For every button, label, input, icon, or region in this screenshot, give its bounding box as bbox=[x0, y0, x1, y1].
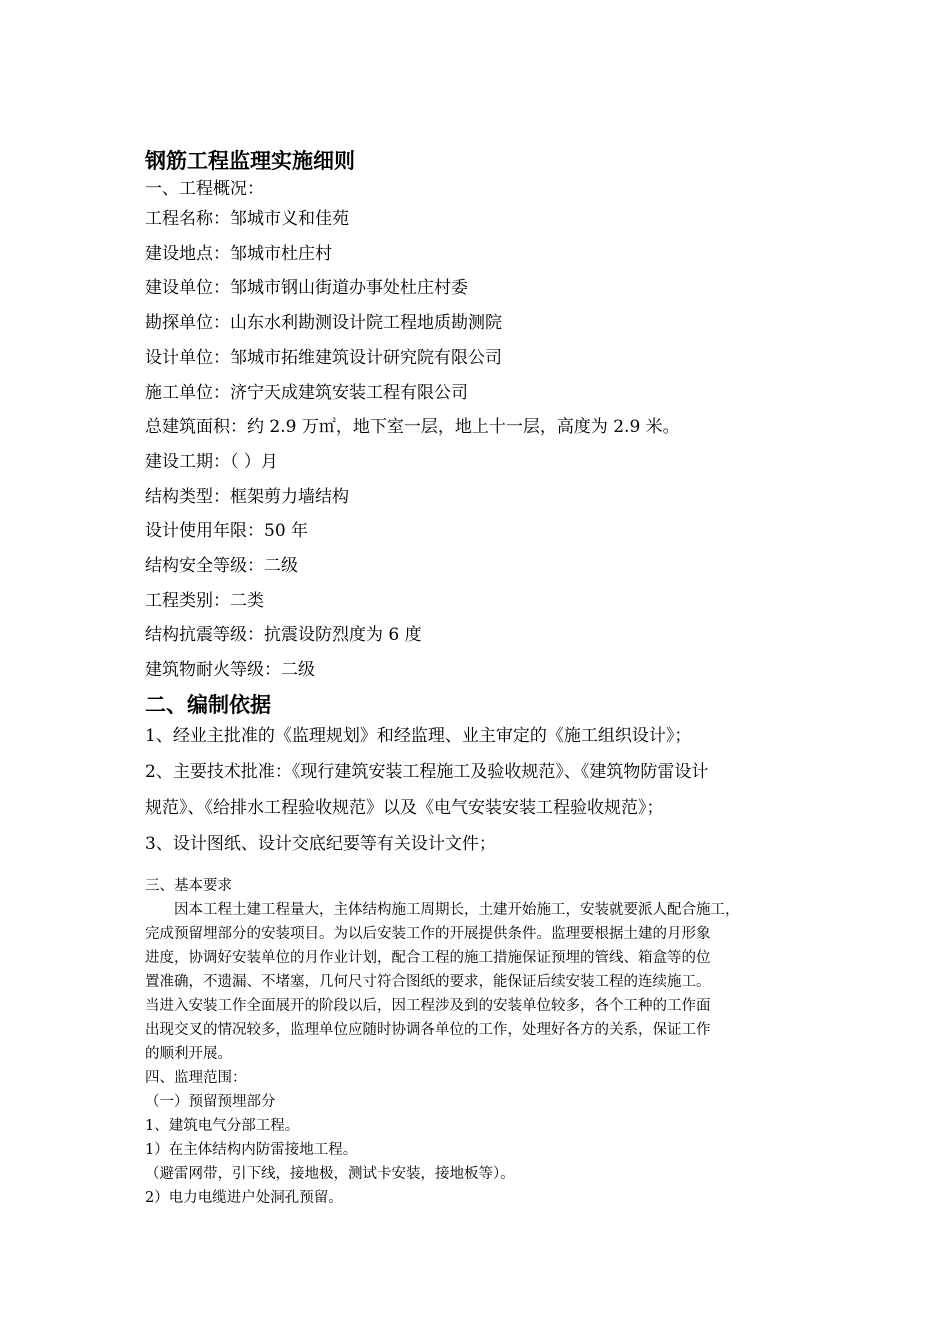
overview-item: 设计使用年限：50 年 bbox=[145, 521, 309, 542]
project-overview-list bbox=[145, 202, 825, 688]
overview-item: 设计单位：邹城市拓维建筑设计研究院有限公司 bbox=[145, 347, 502, 368]
section-4-heading: 四、监理范围： bbox=[145, 1069, 247, 1086]
section-3-heading: 三、基本要求 bbox=[145, 877, 232, 894]
overview-item: 总建筑面积：约 2.9 万㎡，地下室一层，地上十一层，高度为 2.9 米。 bbox=[145, 417, 680, 438]
overview-item: 结构安全等级：二级 bbox=[145, 556, 298, 577]
paragraph-line: 完成预留埋部分的安装项目。为以后安装工作的开展提供条件。监理要根据土建的月形象 bbox=[145, 925, 711, 942]
overview-item: 结构类型：框架剪力墙结构 bbox=[145, 486, 349, 507]
scope-item-1-2: 2）电力电缆进户处洞孔预留。 bbox=[145, 1189, 343, 1206]
overview-item: 建设地点：邹城市杜庄村 bbox=[145, 243, 332, 264]
basis-item-3: 3、设计图纸、设计交底纪要等有关设计文件； bbox=[145, 833, 496, 854]
paragraph-line: 因本工程土建工程量大，主体结构施工周期长，土建开始施工，安装就要派人配合施工， bbox=[174, 901, 740, 918]
overview-item: 建设单位：邹城市钢山街道办事处杜庄村委 bbox=[145, 278, 468, 299]
compilation-basis-list bbox=[145, 718, 825, 862]
section-2-heading: 二、编制依据 bbox=[145, 692, 271, 717]
basis-item-2-line-1: 2、主要技术批准：《现行建筑安装工程施工及验收规范》、《建筑物防雷设计 bbox=[145, 761, 709, 782]
overview-item: 工程名称：邹城市义和佳苑 bbox=[145, 209, 349, 229]
basis-item-2 bbox=[145, 754, 825, 826]
overview-item: 勘探单位：山东水利勘测设计院工程地质勘测院 bbox=[145, 313, 502, 334]
scope-item-1-1-note: （避雷网带，引下线，接地极，测试卡安装，接地板等）。 bbox=[145, 1165, 515, 1182]
basis-item-1: 1、经业主批准的《监理规划》和经监理、业主审定的《施工组织设计》； bbox=[145, 725, 692, 746]
basic-requirements-paragraph-2 bbox=[145, 994, 825, 1066]
paragraph-line: 出现交叉的情况较多，监理单位应随时协调各单位的工作，处理好各方的关系，保证工作 bbox=[145, 1021, 711, 1038]
section-1-heading: 一、工程概况： bbox=[145, 179, 264, 199]
overview-item: 结构抗震等级：抗震设防烈度为 6 度 bbox=[145, 625, 422, 646]
overview-item: 建筑物耐火等级：二级 bbox=[145, 660, 315, 681]
overview-item: 建设工期：（ ）月 bbox=[145, 451, 278, 472]
paragraph-line: 的顺利开展。 bbox=[145, 1045, 232, 1062]
scope-item-1: 1、建筑电气分部工程。 bbox=[145, 1117, 300, 1134]
basic-requirements-paragraph-1 bbox=[145, 898, 825, 994]
document-body bbox=[145, 146, 825, 1210]
basis-item-2-line-2: 规范》、《给排水工程验收规范》以及《电气安装安装工程验收规范》； bbox=[145, 797, 664, 818]
overview-item: 工程类别：二类 bbox=[145, 590, 264, 611]
paragraph-line: 进度，协调好安装单位的月作业计划，配合工程的施工措施保证预埋的管线、箱盒等的位 bbox=[145, 949, 711, 966]
section-4-subheading-1: （一）预留预埋部分 bbox=[145, 1093, 276, 1110]
document-title: 钢筋工程监理实施细则 bbox=[145, 149, 355, 173]
paragraph-line: 当进入安装工作全面展开的阶段以后，因工程涉及到的安装单位较多，各个工种的工作面 bbox=[145, 997, 711, 1014]
scope-item-1-1: 1）在主体结构内防雷接地工程。 bbox=[145, 1141, 358, 1158]
paragraph-line: 置准确，不遗漏、不堵塞，几何尺寸符合图纸的要求，能保证后续安装工程的连续施工。 bbox=[145, 973, 711, 990]
overview-item: 施工单位：济宁天成建筑安装工程有限公司 bbox=[145, 382, 468, 403]
